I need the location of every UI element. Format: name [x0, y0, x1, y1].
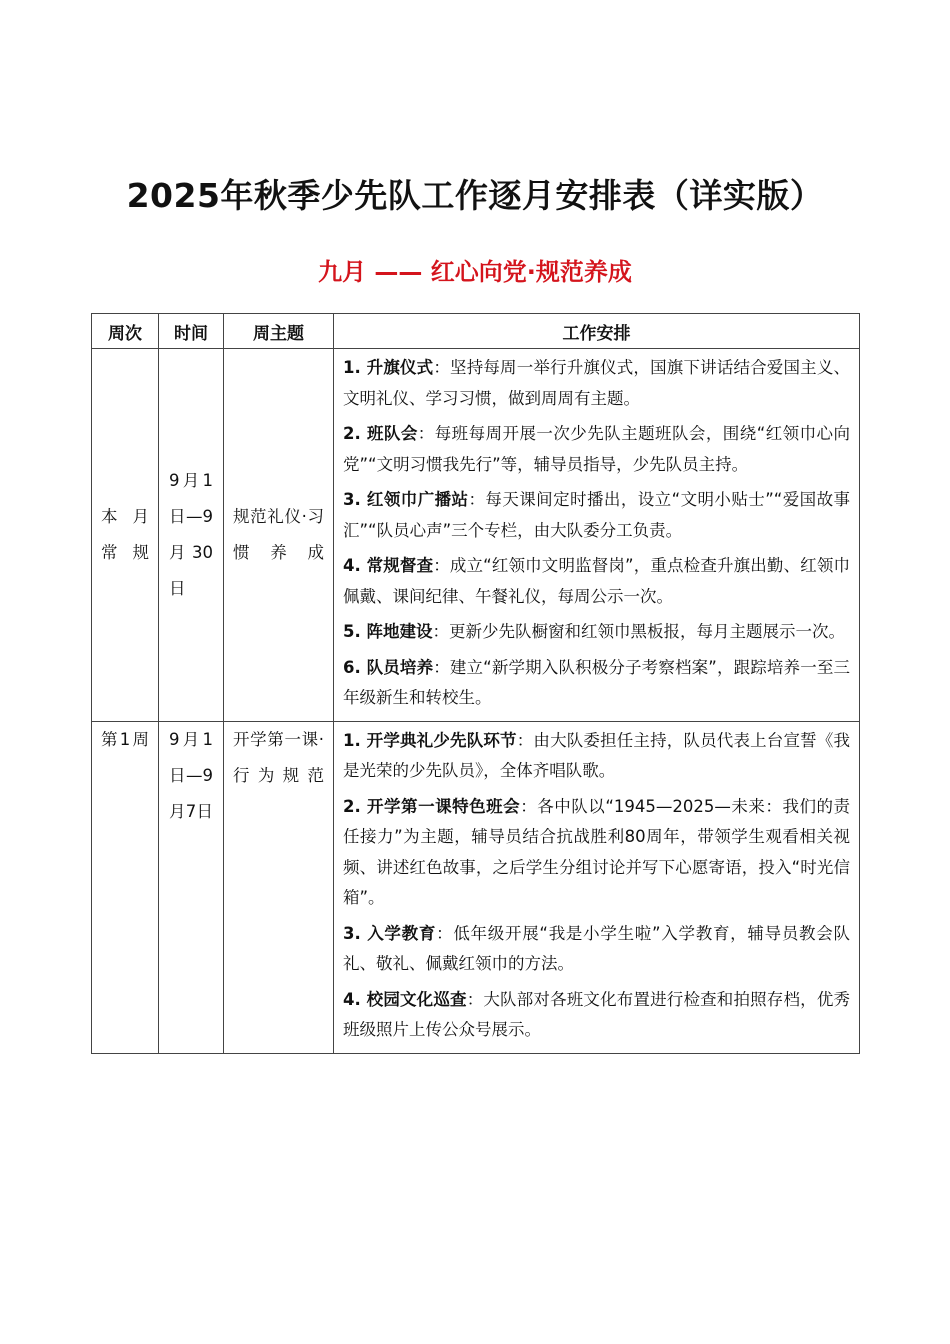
theme-cell — [224, 721, 334, 1053]
week-cell — [92, 349, 159, 722]
item-text: ：建立“新学期入队积极分子考察档案”，跟踪培养一至三年级新生和转校生。 — [343, 657, 850, 707]
item-text: ：坚持每周一举行升旗仪式，国旗下讲话结合爱国主义、文明礼仪、学习习惯，做到周周有主题。 — [343, 358, 850, 408]
list-item — [343, 353, 850, 414]
item-label: 3. 红领巾广播站 — [343, 490, 469, 509]
time-label: 9月1日—9月7日 — [169, 729, 213, 821]
time-cell — [159, 721, 224, 1053]
item-text: ：由大队委担任主持，队员代表上台宣誓《我是光荣的少先队员》，全体齐唱队歌。 — [343, 730, 850, 780]
work-cell — [334, 721, 860, 1053]
item-label: 5. 阵地建设 — [343, 622, 433, 641]
header-week: 周次 — [92, 314, 159, 349]
item-label: 3. 入学教育 — [343, 923, 437, 943]
work-list — [334, 349, 859, 721]
list-item — [343, 485, 850, 546]
theme-label: 规范礼仪·习惯养成 — [233, 506, 324, 562]
list-item — [343, 617, 850, 648]
table-row — [92, 721, 860, 1053]
week-label: 第1周 — [101, 729, 149, 749]
list-item — [343, 653, 850, 714]
item-label: 2. 班队会 — [343, 424, 418, 443]
item-label: 1. 升旗仪式 — [343, 358, 434, 377]
time-cell — [159, 349, 224, 722]
header-work: 工作安排 — [334, 314, 860, 349]
list-item — [343, 792, 850, 914]
theme-cell — [224, 349, 334, 722]
week-cell — [92, 721, 159, 1053]
item-text: ：各中队以“1945—2025—未来：我们的责任接力”为主题，辅导员结合抗战胜利80周年，带领学生观看相关视频、讲述红色故事，之后学生分组讨论并写下心愿寄语，投入“时光信箱”。 — [343, 796, 851, 907]
section-title: 九月 —— 红心向党·规范养成 — [318, 258, 632, 286]
list-item — [343, 419, 850, 480]
item-label: 4. 校园文化巡查 — [343, 989, 467, 1009]
week-label: 本月常规 — [101, 506, 149, 562]
list-item — [343, 551, 850, 612]
item-text: ：成立“红领巾文明监督岗”，重点检查升旗出勤、红领巾佩戴、课间纪律、午餐礼仪，每周公示一次。 — [343, 556, 850, 606]
time-label: 9月1日—9月30日 — [169, 470, 213, 598]
item-label: 1. 开学典礼少先队环节 — [343, 730, 517, 750]
list-item — [343, 985, 850, 1046]
item-label: 4. 常规督查 — [343, 556, 434, 575]
header-time: 时间 — [159, 314, 224, 349]
item-text: ：更新少先队橱窗和红领巾黑板报，每月主题展示一次。 — [432, 622, 845, 641]
item-text: ：每天课间定时播出，设立“文明小贴士”“爱国故事汇”“队员心声”三个专栏，由大队委分工负责。 — [343, 490, 850, 540]
work-cell — [334, 349, 860, 722]
item-text: ：每班每周开展一次少先队主题班队会，围绕“红领巾心向党”“文明习惯我先行”等，辅导员指导，少先队员主持。 — [343, 424, 850, 474]
work-list — [334, 722, 859, 1053]
table-header-row — [92, 314, 860, 349]
item-label: 6. 队员培养 — [343, 657, 434, 677]
theme-label: 开学第一课·行为规范 — [233, 729, 324, 785]
list-item — [343, 726, 850, 787]
table-row — [92, 349, 860, 722]
header-theme: 周主题 — [224, 314, 334, 349]
item-text: ：低年级开展“我是小学生啦”入学教育，辅导员教会队礼、敬礼、佩戴红领巾的方法。 — [343, 923, 850, 973]
item-text: ：大队部对各班文化布置进行检查和拍照存档，优秀班级照片上传公众号展示。 — [343, 989, 850, 1039]
list-item — [343, 919, 850, 980]
item-label: 2. 开学第一课特色班会 — [343, 796, 521, 816]
document-title: 2025年秋季少先队工作逐月安排表（详实版） — [126, 176, 824, 215]
schedule-table — [91, 313, 860, 1054]
